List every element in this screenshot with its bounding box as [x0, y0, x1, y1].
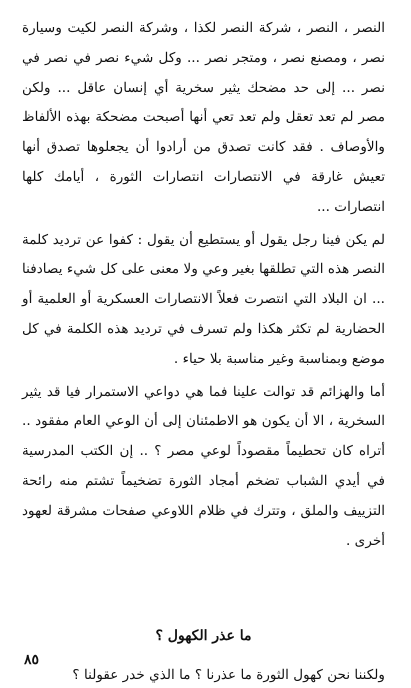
closing-question: ولكننا نحن كهول الثورة ما عذرنا ؟ ما الذي خدر عقولنا ؟ [72, 667, 385, 684]
paragraph-no-one-objected: لم يكن فينا رجل يقول أو يستطيع أن يقول : كفوا عن ترديد كلمة النصر هذه التي تطلقها بغير وعي ولا معنى على كل شيء يصادفنا ... ان البلاد التي انتصرت فعلاً الانتصارات العسكرية أو العلمية أو الحضارية لم تكثر هكذا ولم تسرف في ترديد هذه الكلمة في كل موضع وبمناسبة وغير مناسبة بلا حياء . [22, 231, 385, 367]
page-number: ٨٥ [24, 652, 40, 668]
paragraph-victory-slogans: النصر ، النصر ، شركة النصر لكذا ، وشركة النصر لكيت وسيارة نصر ، ومصنع نصر ، ومتجر نصر ... وكل شيء نصر في نصر في نصر ... إلى حد مضحك يثير سخرية أي إنسان عاقل ... ولكن مصر لم تعد تعقل ولم تعد تعي أنها أصبحت مضحكة بهذه الألفاظ والأوصاف . فقد كانت تصدق من أرادوا أن يجعلوها تصدق أنها تعيش غارقة في الانتصارات انتصارات الثورة ، أيامك كلها انتصارات ... [22, 20, 385, 215]
paragraph-defeats: أما والهزائم قد توالت علينا فما هي دواعي الاستمرار فيا قد يثير السخرية ، الا أن يكون هو الاطمئنان إلى أن الوعي العام مفقود .. أتراه كان تحطيماً مقصوداً لوعي مصر ؟ .. إن الكتب المدرسية في أيدي الشباب تضخم أمجاد الثورة تضخيماً تشتم منه رائحة التزييف والملق ، وتترك في ظلام اللاوعي صفحات مشرقة لعهود أخرى . [22, 383, 385, 549]
section-heading: ما عذر الكهول ؟ [155, 628, 252, 645]
